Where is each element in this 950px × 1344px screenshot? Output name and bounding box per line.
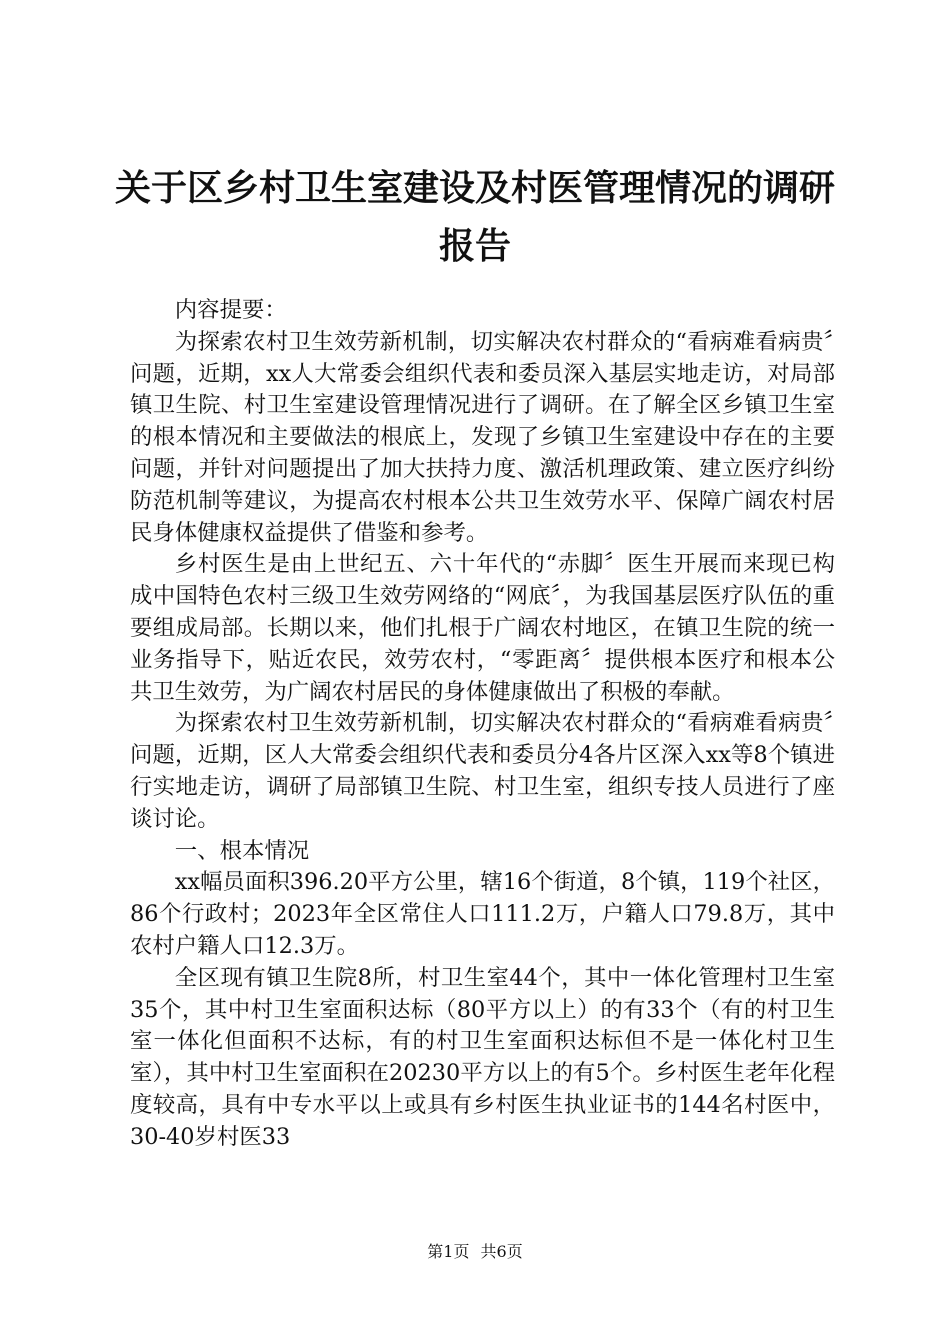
- paragraph-clinic-stats: 全区现有镇卫生院8所，村卫生室44个，其中一体化管理村卫生室35个，其中村卫生室面积达标（80平方以上）的有33个（有的村卫生室一体化但面积不达标，有的村卫生室面积达标但不是一体化村卫生室），其中村卫生室面积在20230平方以上的有5个。乡村医生老年化程度较高，具有中专水平以上或具有乡村医生执业证书的144名村医中，30-40岁村医33: [130, 964, 835, 1150]
- page-total: 共6页: [480, 1242, 523, 1261]
- paragraph-district-overview: xx幅员面积396.20平方公里，辖16个街道，8个镇，119个社区，86个行政村；2023年全区常住人口111.2万，户籍人口79.8万，其中农村户籍人口12.3万。: [130, 869, 835, 959]
- paragraph-summary: 为探索农村卫生效劳新机制，切实解决农村群众的“看病难看病贵〞问题，近期，xx人大常委会组织代表和委员深入基层实地走访，对局部镇卫生院、村卫生室建设管理情况进行了调研。在了解全区乡镇卫生室的根本情况和主要做法的根底上，发现了乡镇卫生室建设中存在的主要问题，并针对问题提出了加大扶持力度、激活机理政策、建立医疗纠纷防范机制等建议，为提高农村根本公共卫生效劳水平、保障广阔农村居民身体健康权益提供了借鉴和参考。: [130, 328, 835, 546]
- page-footer: [0, 1240, 950, 1264]
- section-heading-basic-situation: 一、根本情况: [174, 837, 310, 864]
- paragraph-investigation: 为探索农村卫生效劳新机制，切实解决农村群众的“看病难看病贵〞问题，近期，区人大常委会组织代表和委员分4各片区深入xx等8个镇进行实地走访，调研了局部镇卫生院、村卫生室，组织专技人员进行了座谈讨论。: [130, 710, 835, 832]
- paragraph-village-doctors: 乡村医生是由上世纪五、六十年代的“赤脚〞医生开展而来现已构成中国特色农村三级卫生效劳网络的“网底〞，为我国基层医疗队伍的重要组成局部。长期以来，他们扎根于广阔农村地区，在镇卫生院的统一业务指导下，贴近农民，效劳农村，“零距离〞提供根本医疗和根本公共卫生效劳，为广阔农村居民的身体健康做出了积极的奉献。: [130, 551, 835, 705]
- document-title: 关于区乡村卫生室建设及村医管理情况的调研报告: [114, 168, 835, 267]
- paragraph-summary-heading: 内容提要：: [174, 297, 287, 323]
- document-body: [130, 295, 835, 1154]
- page-number: 第1页: [427, 1242, 470, 1261]
